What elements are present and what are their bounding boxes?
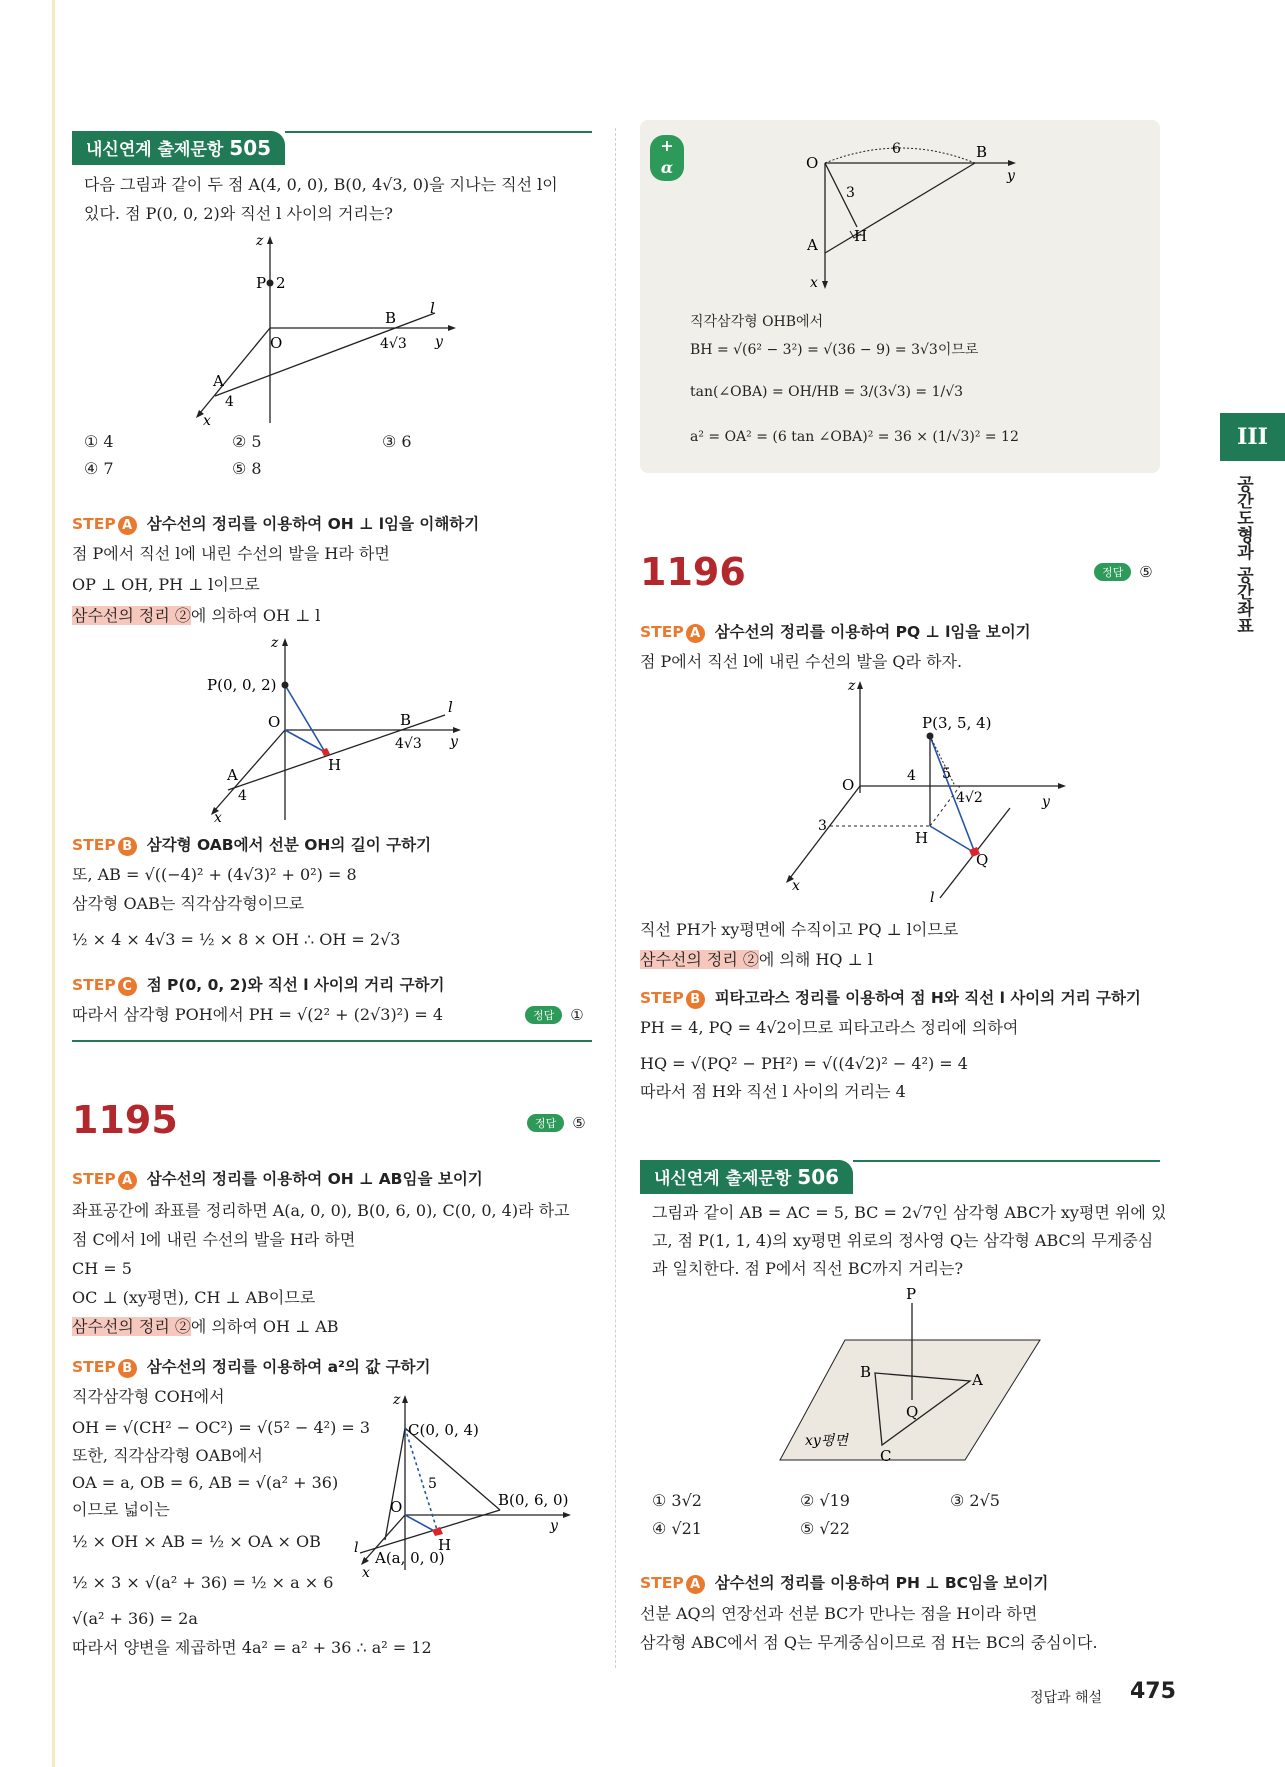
svg-text:B: B bbox=[385, 309, 397, 327]
q505-b1: 또, AB = √((−4)² + (4√3)² + 0²) = 8 bbox=[72, 865, 357, 884]
q506-a2: 삼각형 ABC에서 점 Q는 무게중심이므로 점 H는 BC의 중심이다. bbox=[640, 1633, 1098, 1652]
q506-choice-5: ⑤ √22 bbox=[800, 1519, 850, 1538]
svg-text:y: y bbox=[1007, 168, 1015, 184]
svg-text:5: 5 bbox=[428, 1476, 437, 1492]
q505-figure bbox=[190, 228, 470, 426]
svg-text:4√3: 4√3 bbox=[395, 736, 422, 752]
svg-text:A: A bbox=[972, 1371, 983, 1389]
q505-header-label: 내신연계 출제문항 505 bbox=[72, 131, 285, 165]
p1195-b5: 이므로 넓이는 bbox=[72, 1500, 170, 1519]
p1196-a1: 점 P에서 직선 l에 내린 수선의 발을 Q라 하자. bbox=[640, 652, 963, 671]
svg-text:O: O bbox=[806, 154, 819, 172]
p1195-b1: 직각삼각형 COH에서 bbox=[72, 1387, 225, 1406]
q505-b2: 삼각형 OAB는 직각삼각형이므로 bbox=[72, 894, 305, 913]
fig-label-z: z bbox=[256, 233, 264, 249]
p1196-stepA-heading: STEP A 삼수선의 정리를 이용하여 PQ ⊥ l임을 보이기 bbox=[640, 623, 1031, 641]
q505-stem-line2: 있다. 점 P(0, 0, 2)와 직선 l 사이의 거리는? bbox=[84, 204, 393, 223]
svg-text:x: x bbox=[203, 413, 211, 426]
svg-text:y: y bbox=[1042, 794, 1050, 810]
svg-text:l: l bbox=[930, 890, 935, 906]
p1195-stepA-heading: STEP A 삼수선의 정리를 이용하여 OH ⊥ AB임을 보이기 bbox=[72, 1170, 483, 1188]
q506-choice-4: ④ √21 bbox=[652, 1519, 702, 1538]
chapter-tab: III bbox=[1220, 413, 1285, 461]
svg-text:O: O bbox=[390, 1498, 403, 1516]
svg-text:z: z bbox=[393, 1392, 401, 1408]
svg-text:H: H bbox=[328, 756, 342, 774]
svg-text:Q: Q bbox=[976, 851, 989, 869]
svg-text:O: O bbox=[270, 334, 283, 352]
problem-1195-number: 1195 bbox=[72, 1098, 178, 1142]
alpha-l4: a² = OA² = (6 tan ∠OBA)² = 36 × (1/√3)² = 12 bbox=[690, 429, 1019, 445]
q505-choice-1: ① 4 bbox=[84, 432, 114, 451]
q506-choice-1: ① 3√2 bbox=[652, 1491, 702, 1510]
svg-text:3: 3 bbox=[846, 185, 855, 201]
q506-stepA-heading: STEP A 삼수선의 정리를 이용하여 PH ⊥ BC임을 보이기 bbox=[640, 1574, 1049, 1592]
p1195-b4: OA = a, OB = 6, AB = √(a² + 36) bbox=[72, 1473, 339, 1492]
q505-stem-line1: 다음 그림과 같이 두 점 A(4, 0, 0), B(0, 4√3, 0)을 지나는 직선 l이 bbox=[84, 175, 558, 194]
q505-solution-figure bbox=[200, 630, 470, 825]
svg-text:x: x bbox=[810, 275, 818, 291]
q506-header-label: 내신연계 출제문항 506 bbox=[640, 1160, 853, 1194]
q506-header bbox=[640, 1160, 1160, 1194]
q505-stepC-heading: STEP C 점 P(0, 0, 2)와 직선 l 사이의 거리 구하기 bbox=[72, 976, 445, 994]
q505-header bbox=[72, 131, 592, 165]
q505-a3: 삼수선의 정리 ②에 의하여 OH ⊥ l bbox=[72, 606, 321, 625]
svg-text:4: 4 bbox=[238, 788, 247, 804]
alpha-figure bbox=[800, 135, 1030, 295]
svg-text:P: P bbox=[906, 1285, 917, 1303]
svg-text:P(0, 0, 2): P(0, 0, 2) bbox=[207, 676, 277, 694]
p1196-b3: 따라서 점 H와 직선 l 사이의 거리는 4 bbox=[640, 1082, 906, 1101]
p1195-b2: OH = √(CH² − OC²) = √(5² − 4²) = 3 bbox=[72, 1418, 371, 1437]
svg-text:x: x bbox=[792, 878, 800, 894]
svg-text:4: 4 bbox=[907, 768, 916, 784]
p1195-stepB-heading: STEP B 삼수선의 정리를 이용하여 a²의 값 구하기 bbox=[72, 1358, 431, 1376]
p1196-a3: 삼수선의 정리 ②에 의해 HQ ⊥ l bbox=[640, 950, 873, 969]
svg-text:z: z bbox=[271, 635, 279, 651]
svg-text:C: C bbox=[880, 1447, 892, 1465]
fig-label-P: P bbox=[256, 274, 267, 292]
svg-text:xy평면: xy평면 bbox=[805, 1433, 848, 1449]
svg-text:6: 6 bbox=[892, 141, 901, 157]
chapter-title: 공간도형과 공간좌표 bbox=[1233, 475, 1253, 634]
svg-text:Q: Q bbox=[906, 1403, 919, 1421]
svg-text:y: y bbox=[450, 734, 458, 750]
p1195-b7: ½ × 3 × √(a² + 36) = ½ × a × 6 bbox=[72, 1573, 334, 1592]
svg-text:A: A bbox=[807, 236, 818, 254]
alpha-l3: tan(∠OBA) = OH/HB = 3/(3√3) = 1/√3 bbox=[690, 384, 964, 400]
q505-b3: ½ × 4 × 4√3 = ½ × 8 × OH ∴ OH = 2√3 bbox=[72, 930, 401, 949]
svg-text:B: B bbox=[976, 143, 988, 161]
q506-s2: 고, 점 P(1, 1, 4)의 xy평면 위로의 정사영 Q는 삼각형 ABC의 무게중심 bbox=[652, 1231, 1154, 1250]
p1196-b1: PH = 4, PQ = 4√2이므로 피타고라스 정리에 의하여 bbox=[640, 1018, 1019, 1037]
svg-text:C(0, 0, 4): C(0, 0, 4) bbox=[408, 1421, 479, 1439]
q505-a1: 점 P에서 직선 l에 내린 수선의 발을 H라 하면 bbox=[72, 544, 390, 563]
q505-a2: OP ⊥ OH, PH ⊥ l이므로 bbox=[72, 575, 260, 594]
svg-text:4: 4 bbox=[225, 394, 234, 410]
footer-label: 정답과 해설 bbox=[1030, 1690, 1103, 1706]
q505-c1: 따라서 삼각형 POH에서 PH = √(2² + (2√3)²) = 4 bbox=[72, 1005, 444, 1024]
svg-text:H: H bbox=[915, 829, 929, 847]
svg-text:O: O bbox=[268, 713, 281, 731]
svg-text:P(3, 5, 4): P(3, 5, 4) bbox=[922, 714, 992, 732]
svg-text:l: l bbox=[354, 1540, 359, 1556]
svg-text:2: 2 bbox=[276, 274, 286, 292]
column-divider bbox=[615, 128, 616, 1668]
svg-text:B(0, 6, 0): B(0, 6, 0) bbox=[498, 1491, 569, 1509]
svg-text:A(a, 0, 0): A(a, 0, 0) bbox=[375, 1549, 445, 1567]
svg-text:B: B bbox=[400, 711, 412, 729]
alpha-l1: 직각삼각형 OHB에서 bbox=[690, 314, 824, 330]
svg-text:4√2: 4√2 bbox=[956, 790, 983, 806]
p1195-b3: 또한, 직각삼각형 OAB에서 bbox=[72, 1446, 263, 1465]
p1195-b9: 따라서 양변을 제곱하면 4a² = a² + 36 ∴ a² = 12 bbox=[72, 1638, 432, 1657]
svg-text:H: H bbox=[438, 1536, 452, 1554]
q505-answer: 정답 ① bbox=[525, 1006, 584, 1024]
svg-text:3: 3 bbox=[818, 818, 827, 834]
p1195-a1: 좌표공간에 좌표를 정리하면 A(a, 0, 0), B(0, 6, 0), C(0, 0, 4)라 하고 bbox=[72, 1201, 570, 1220]
svg-text:A: A bbox=[227, 766, 238, 784]
q506-choice-2: ② √19 bbox=[800, 1491, 850, 1510]
q506-s1: 그림과 같이 AB = AC = 5, BC = 2√7인 삼각형 ABC가 xy평면 위에 있 bbox=[652, 1203, 1167, 1222]
svg-text:y: y bbox=[550, 1518, 558, 1534]
plus-alpha-icon: + α bbox=[650, 135, 684, 181]
svg-text:x: x bbox=[362, 1565, 370, 1580]
svg-text:B: B bbox=[860, 1363, 872, 1381]
svg-text:O: O bbox=[842, 776, 855, 794]
p1195-figure bbox=[350, 1390, 590, 1580]
p1195-a2: 점 C에서 l에 내린 수선의 발을 H라 하면 bbox=[72, 1230, 356, 1249]
p1195-a3: CH = 5 bbox=[72, 1259, 132, 1278]
q505-choice-2: ② 5 bbox=[232, 432, 262, 451]
svg-text:y: y bbox=[435, 334, 443, 350]
p1196-b2: HQ = √(PQ² − PH²) = √((4√2)² − 4²) = 4 bbox=[640, 1054, 968, 1073]
p1196-stepB-heading: STEP B 피타고라스 정리를 이용하여 점 H와 직선 l 사이의 거리 구하기 bbox=[640, 989, 1141, 1007]
q506-s3: 과 일치한다. 점 P에서 직선 BC까지 거리는? bbox=[652, 1259, 964, 1278]
q506-figure bbox=[770, 1285, 1050, 1470]
p1196-figure bbox=[780, 678, 1070, 908]
q505-end-rule bbox=[72, 1040, 592, 1042]
svg-text:4√3: 4√3 bbox=[380, 336, 407, 352]
problem-1195-answer: 정답 ⑤ bbox=[527, 1114, 586, 1132]
p1196-a2: 직선 PH가 xy평면에 수직이고 PQ ⊥ l이므로 bbox=[640, 920, 959, 939]
problem-1196-number: 1196 bbox=[640, 550, 746, 594]
p1195-b8: √(a² + 36) = 2a bbox=[72, 1609, 198, 1628]
alpha-l2: BH = √(6² − 3²) = √(36 − 9) = 3√3이므로 bbox=[690, 342, 979, 358]
p1195-b6: ½ × OH × AB = ½ × OA × OB bbox=[72, 1532, 321, 1551]
svg-text:l: l bbox=[448, 698, 453, 716]
q505-choice-4: ④ 7 bbox=[84, 459, 114, 478]
svg-text:5: 5 bbox=[942, 766, 951, 782]
svg-text:x: x bbox=[214, 810, 222, 825]
q505-stepA-heading: STEP A 삼수선의 정리를 이용하여 OH ⊥ l임을 이해하기 bbox=[72, 515, 480, 533]
problem-1196-answer: 정답 ⑤ bbox=[1094, 563, 1153, 581]
svg-text:l: l bbox=[430, 299, 435, 317]
svg-text:z: z bbox=[848, 678, 856, 694]
page-gutter bbox=[52, 0, 55, 1767]
p1195-a4: OC ⊥ (xy평면), CH ⊥ AB이므로 bbox=[72, 1288, 316, 1307]
q506-a1: 선분 AQ의 연장선과 선분 BC가 만나는 점을 H이라 하면 bbox=[640, 1604, 1038, 1623]
svg-text:H: H bbox=[854, 227, 868, 245]
q506-choice-3: ③ 2√5 bbox=[950, 1491, 1000, 1510]
q505-choice-3: ③ 6 bbox=[382, 432, 412, 451]
page-number: 475 bbox=[1130, 1679, 1176, 1704]
p1195-a5: 삼수선의 정리 ②에 의하여 OH ⊥ AB bbox=[72, 1317, 339, 1336]
svg-text:A: A bbox=[213, 372, 224, 390]
q505-stepB-heading: STEP B 삼각형 OAB에서 선분 OH의 길이 구하기 bbox=[72, 836, 432, 854]
q505-choice-5: ⑤ 8 bbox=[232, 459, 262, 478]
